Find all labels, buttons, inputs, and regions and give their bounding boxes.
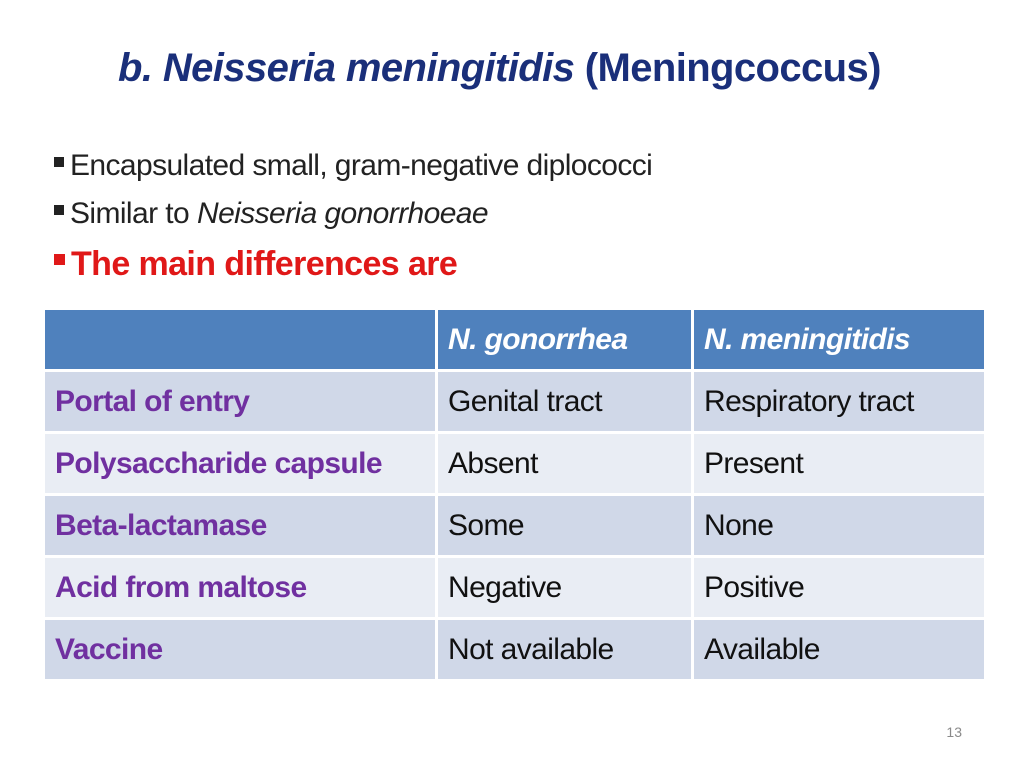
table-row [44, 371, 986, 433]
bullet-item-highlight [54, 238, 954, 290]
table-row [44, 619, 986, 681]
slide-title [118, 46, 998, 91]
table-row [44, 557, 986, 619]
bullet-italic-text: Neisseria gonorrhoeae [197, 197, 488, 230]
bullet-text: Similar to [70, 197, 190, 230]
row-header: Polysaccharide capsule [44, 433, 437, 495]
row-header: Acid from maltose [44, 557, 437, 619]
header-cell-gonorrhea: N. gonorrhea [437, 309, 693, 371]
table-cell: Not available [437, 619, 693, 681]
bullet-item [54, 190, 954, 238]
table-cell: Respiratory tract [693, 371, 986, 433]
bullet-text: Encapsulated small, gram-negative diplococci [70, 149, 653, 182]
header-cell-empty [44, 309, 437, 371]
table-row [44, 433, 986, 495]
table-cell: None [693, 495, 986, 557]
square-bullet-icon [54, 157, 64, 167]
bullet-item [54, 142, 954, 190]
page-number: 13 [946, 724, 962, 740]
table-cell: Present [693, 433, 986, 495]
table-cell: Negative [437, 557, 693, 619]
square-bullet-icon [54, 254, 65, 265]
table-cell: Available [693, 619, 986, 681]
bullet-list [54, 142, 954, 290]
table-header-row [44, 309, 986, 371]
comparison-table [42, 307, 987, 682]
slide-title-italic: b. Neisseria meningitidis [118, 46, 575, 90]
table-cell: Genital tract [437, 371, 693, 433]
header-cell-meningitidis: N. meningitidis [693, 309, 986, 371]
table-cell: Absent [437, 433, 693, 495]
slide-title-plain: (Meningcoccus) [584, 46, 881, 90]
table-row [44, 495, 986, 557]
square-bullet-icon [54, 205, 64, 215]
bullet-text: The main differences are [71, 245, 458, 283]
row-header: Beta-lactamase [44, 495, 437, 557]
table-cell: Positive [693, 557, 986, 619]
table-cell: Some [437, 495, 693, 557]
row-header: Portal of entry [44, 371, 437, 433]
row-header: Vaccine [44, 619, 437, 681]
